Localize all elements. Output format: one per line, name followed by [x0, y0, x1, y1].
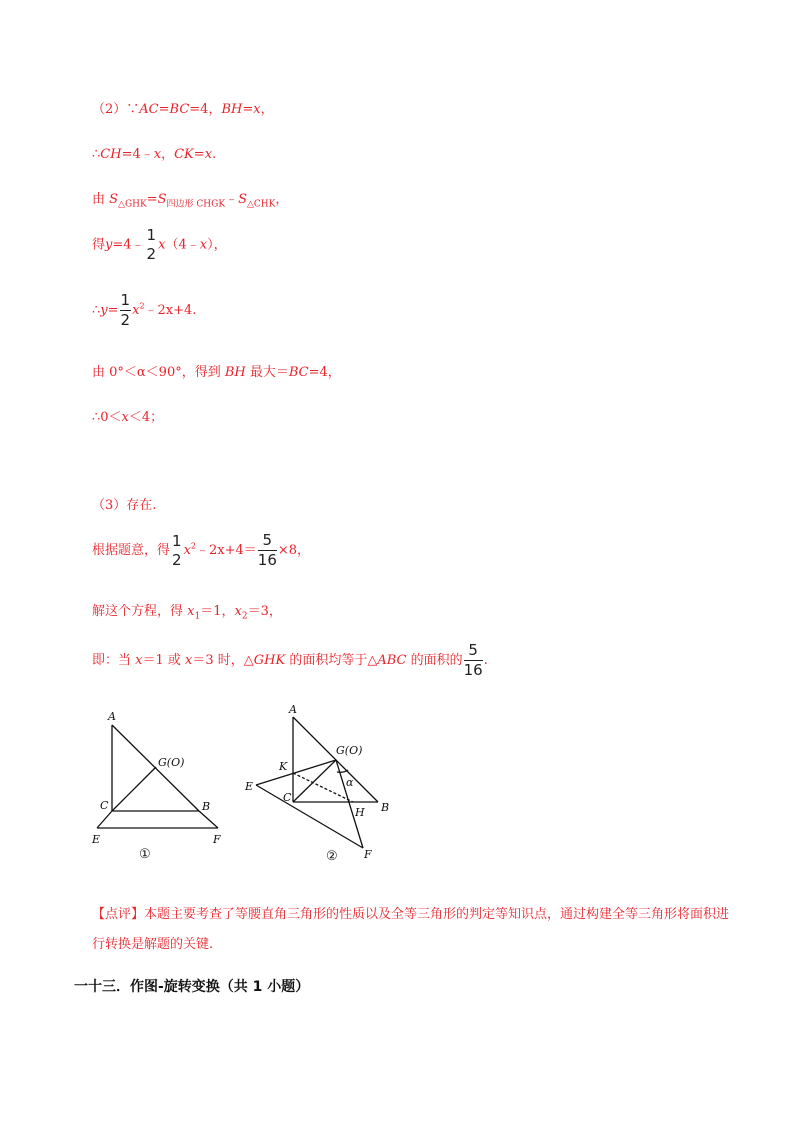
label-K: K	[279, 760, 288, 773]
solution-line-6: 由 0°＜α＜90°，得到 BH 最大＝BC=4，	[92, 365, 341, 380]
segment-FB	[199, 811, 218, 828]
label-alpha: α	[346, 776, 354, 789]
solution-line-2: ∴CH=4﹣x，CK=x.	[92, 147, 217, 162]
label-F: F	[213, 833, 221, 846]
fraction-one-half: 1 2	[146, 226, 157, 263]
segment-EC	[97, 811, 112, 828]
review-note: 【点评】本题主要考查了等腰直角三角形的性质以及全等三角形的判定等知识点，通过构建全等三角形将面积进行转换是解题的关键.	[92, 907, 730, 952]
figure-2	[240, 700, 400, 870]
solution-line-4: 得y=4﹣ 1 2 x（4﹣x），	[92, 226, 227, 263]
label-F: F	[364, 848, 372, 861]
fraction-five-sixteenths: $\frac{5}{16}$	[257, 531, 277, 569]
label-H: H	[355, 806, 365, 819]
segment-CG	[112, 767, 156, 811]
solution-line-10: 解这个方程，得 $x_1=1$，$x_2=3$，	[92, 604, 282, 622]
label-C: C	[100, 799, 109, 812]
section-heading: 一十三．作图-旋转变换（共 1 小题）	[74, 979, 310, 995]
figure-1-caption: ①	[139, 847, 151, 862]
label-A: A	[289, 703, 297, 716]
label-B: B	[202, 800, 211, 813]
solution-line-8: （3）存在.	[92, 498, 157, 513]
solution-line-7: ∴0＜x＜4；	[92, 410, 164, 425]
solution-line-11: 即：当 x＝1 或 x＝3 时，△GHK 的面积均等于△ABC 的面积的 $\frac{5}{16}$ .	[92, 641, 488, 679]
label-C: C	[283, 791, 292, 804]
label-E: E	[92, 833, 101, 846]
solution-line-1: （2）∵AC=BC=4，BH=x，	[92, 102, 274, 117]
label-E: E	[245, 780, 254, 793]
fraction-one-half: 1 2	[172, 531, 182, 569]
fraction-five-sixteenths: $\frac{5}{16}$	[463, 641, 483, 679]
figure-2-caption: ②	[326, 849, 338, 864]
figure-1	[80, 700, 240, 870]
label-A: A	[108, 710, 116, 723]
label-G: G(O)	[336, 744, 363, 757]
solution-line-5: ∴y= $\frac{1}{2}$ $x^2﹣2x+4$.	[92, 291, 197, 329]
label-G: G(O)	[158, 756, 185, 769]
solution-line-9: 根据题意，得 1 2 $x^2﹣2x+4=$ $\frac{5}{16}$ ×8，	[92, 531, 311, 569]
solution-line-3: 由 $S_{\triangle GHK}=S_{四边形 CHGK}﹣S_{\triangle CHK}$，	[92, 192, 289, 210]
label-B: B	[381, 801, 390, 814]
fraction-one-half: $\frac{1}{2}$	[120, 291, 131, 329]
